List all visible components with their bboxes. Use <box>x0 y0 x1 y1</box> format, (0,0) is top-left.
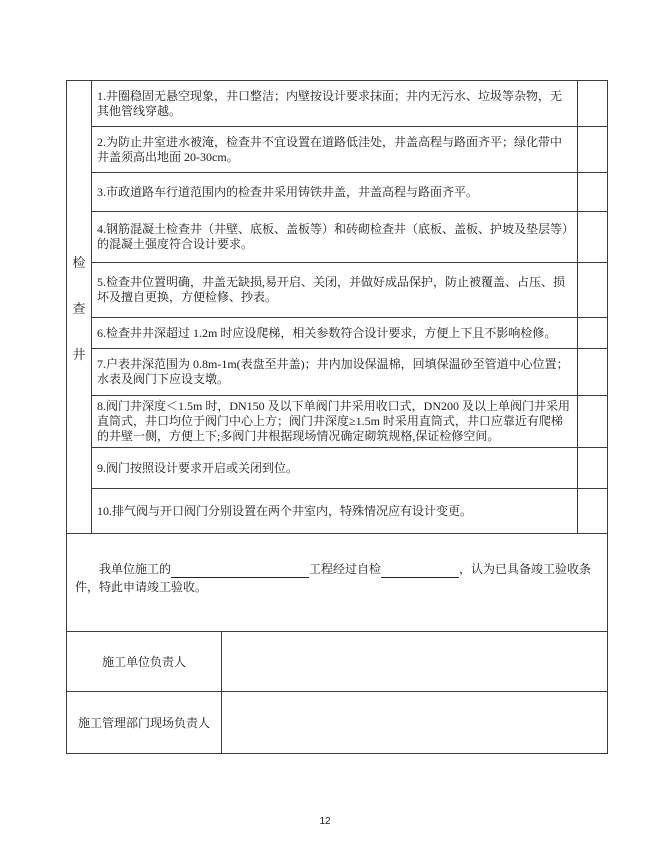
signature-field <box>222 632 607 691</box>
checklist-row-1 <box>92 81 607 127</box>
self-check-declaration <box>67 534 607 632</box>
checklist-row-6 <box>92 318 607 349</box>
checklist-section <box>67 81 607 534</box>
checklist-item-text: 5.检查井位置明确，井盖无缺损,易开启、关闭，并做好成品保护，防止被覆盖、占压、损坏及擅自更换，方便检修、抄表。 <box>97 275 566 304</box>
self-check-result-blank <box>381 565 459 578</box>
checklist-item-text: 6.检查井井深超过 1.2m 时应设爬梯，相关参数符合设计要求，方便上下且不影响检修。 <box>97 325 557 340</box>
check-result-cell <box>577 448 607 488</box>
checklist-row-5 <box>92 263 607 318</box>
section-label-char: 井 <box>72 346 86 362</box>
check-result-cell <box>577 81 607 126</box>
checklist-item-text: 10.排气阀与开口阀门分别设置在两个井室内，特殊情况应有设计变更。 <box>97 503 473 518</box>
signature-row-management-department <box>67 692 607 753</box>
page-number: 12 <box>319 816 331 827</box>
check-result-cell <box>577 489 607 533</box>
signature-label: 施工管理部门现场负责人 <box>67 692 222 753</box>
check-result-cell <box>577 173 607 211</box>
checklist-item-text: 2.为防止井室进水被淹，检查井不宜设置在道路低洼处，井盖高程与路面齐平；绿化带中井盖须高出地面 20-30cm。 <box>97 134 563 164</box>
section-label-inspection-well <box>67 81 92 533</box>
declaration-middle: 工程经过自检 <box>309 562 382 576</box>
check-result-cell <box>577 349 607 395</box>
check-result-cell <box>577 263 607 317</box>
signature-field <box>222 692 607 753</box>
signature-row-construction-unit <box>67 632 607 692</box>
declaration-prefix: 我单位施工的 <box>99 562 172 576</box>
check-result-cell <box>577 212 607 262</box>
check-result-cell <box>577 396 607 447</box>
checklist-item-text: 1.井圈稳固无悬空现象，井口整洁；内壁按设计要求抹面；井内无污水、垃圾等杂物，无其他管线穿越。 <box>97 88 563 118</box>
signature-label: 施工单位负责人 <box>67 632 222 691</box>
checklist-row-7 <box>92 349 607 396</box>
project-name-blank <box>171 565 309 578</box>
section-label-char: 查 <box>72 300 86 316</box>
checklist-item-text: 3.市政道路车行道范围内的检查井采用铸铁井盖，井盖高程与路面齐平。 <box>97 184 479 199</box>
checklist-row-9 <box>92 448 607 489</box>
declaration-text <box>75 560 597 596</box>
checklist-rows <box>92 81 607 533</box>
checklist-row-4 <box>92 212 607 263</box>
checklist-item-text: 9.阀门按照设计要求开启或关闭到位。 <box>97 460 299 475</box>
checklist-item-text: 7.户表井深范围为 0.8m-1m(表盘至井盖)；井内加设保温棉，回填保温砂至管道中心位置；水表及阀门下应设支墩。 <box>97 357 569 386</box>
checklist-row-10 <box>92 489 607 533</box>
checklist-item-text: 4.钢筋混凝土检查井（井壁、底板、盖板等）和砖砌检查井（底板、盖板、护坡及垫层等）的混凝土强度符合设计要求。 <box>97 222 569 251</box>
check-result-cell <box>577 318 607 348</box>
checklist-item-text: 8.阀门井深度＜1.5m 时，DN150 及以下单阀门井采用收口式，DN200 及以上单阀门井采用直筒式，井口均位于阀门中心上方；阀门井深度≥1.5m 时采用直筒式，井口应靠近有爬梯的井壁一侧，方便上下;多阀门井根据现场情况确定砌筑规格,保证检修空间。 <box>97 399 571 443</box>
checklist-row-2 <box>92 127 607 173</box>
checklist-row-8 <box>92 396 607 448</box>
declaration-suffix: ，认为已具备竣工验收条件，特此申请竣工验收。 <box>75 562 592 594</box>
check-result-cell <box>577 127 607 172</box>
section-label-char: 检 <box>72 254 86 270</box>
inspection-acceptance-table <box>66 80 608 754</box>
checklist-row-3 <box>92 173 607 212</box>
